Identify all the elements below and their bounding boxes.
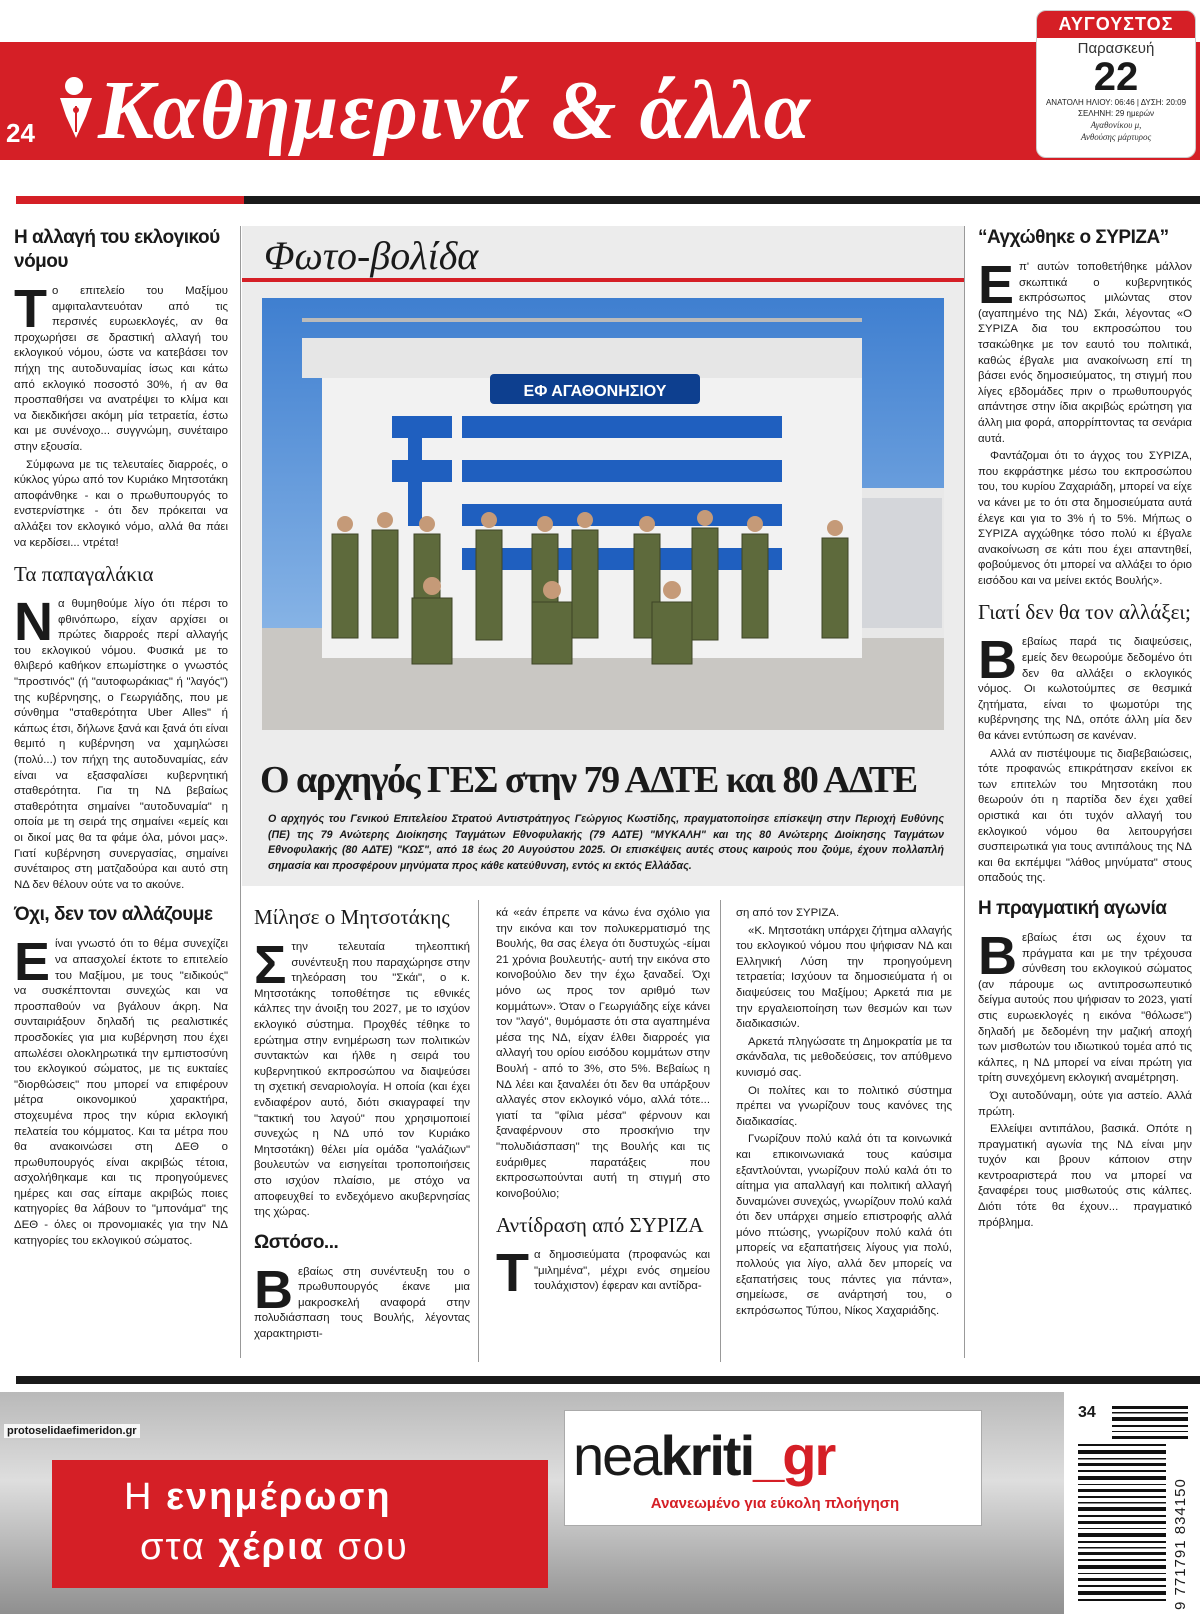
article-title: Όχι, δεν τον αλλάζουμε: [14, 904, 213, 926]
pen-nib-logo-icon: [52, 72, 102, 142]
drop-cap: Β: [978, 630, 1017, 691]
issue-code: 34: [1078, 1404, 1096, 1421]
ad-slogan-line-2: στα χέρια σου: [140, 1526, 409, 1568]
neakriti-logo-box[interactable]: [564, 1410, 982, 1526]
article-paragraph: κά «εάν έπρεπε να κάνω ένα σχόλιο για την εικόνα και τον πολυκερματισμό της Βουλής, θα σας έλεγα ότι δυστυχώς -είμαι 21 χρόνια βουλευτής- αυτή την εικόνα στο κοινοβούλιο δεν την έχω ξαναδεί. Όχι μόνο ως προς τον αριθμό των κομμάτων». Όταν ο Γεωργιάδης είχε κάνει τον "λαγό", θυμόμαστε ότι στα αγαπημένα μέσα της ΝΔ, είχαν έλθει διαρροές για αλλαγή του ορίου εισόδου κομμάτων στην Βουλή - από το 3%, στο 5%. Βεβαίως η ΝΔ λέει και ξαναλέει ότι δεν θα υπάρξουν αλλαγές στον εκλογικό νόμο, αλλά τότε... γιατί τα "φίλια μέσα" φέρνουν και ξαναφέρνουν στο προσκήνιο την "πολυδιάσπαση" της Βουλής και τις ευάριθμες παρατάξεις που εκπροσωπούνται αυτή τη στιγμή στο κοινοβούλιο;: [496, 907, 710, 1200]
date-weekday: Παρασκευή: [1077, 40, 1155, 57]
date-day: 22: [1093, 55, 1139, 99]
photo-caption: Ο αρχηγός του Γενικού Επιτελείου Στρατού Αντιστράτηγος Γεώργιος Κωστίδης, πραγματοποίησε επίσκεψη στην Περιοχή Ευθύνης (ΠΕ) της 79 Ανώτερης Διοίκησης Ταγμάτων Εθνοφυλακής (79 ΑΔΤΕ) "ΜΥΚΑΛΗ" και της 80 Ανώτερης Διοίκησης Ταγμάτων Εθνοφυλακής (80 ΑΔΤΕ) "ΚΩΣ", από 18 έως 20 Αυγούστου 2025. Οι επισκέψεις αυτές στους καιρούς που ζούμε, έχουν πολλαπλή σημασία και προσφέρουν μηνύματα προς κάθε κατεύθυνση, εντός κι εκτός Ελλάδας.: [268, 813, 944, 872]
middle-column-2: [496, 906, 710, 1304]
article-paragraph: Βεβαίως παρά τις διαψεύσεις, εμείς δεν θεωρούμε δεδομένο ότι δεν θα αλλάξει ο εκλογικός νόμος. Οι κωλοτούμπες σε θεσμικά ζητήματα, είναι το ψωμοτύρι της κυβέρνησης της ΝΔ, οπότε άλλη μία δεν θα κάνει εντύπωση σε κανέναν.: [978, 630, 1192, 743]
barcode-digits: 9 771791 834150: [1172, 1478, 1189, 1610]
article-title: Μίλησε ο Μητσοτάκης: [254, 905, 450, 929]
article-paragraph: Βεβαίως στη συνέντευξη του ο πρωθυπουργός έκανε μια μακροσκελή αναφορά στην πολυδιάσπαση τους Βουλής, λέγοντας χαρακτηριστι-: [254, 1259, 470, 1341]
article-subhead: Ωστόσο...: [254, 1231, 339, 1253]
right-column: [978, 226, 1192, 1233]
date-month: ΑΥΓΟΥΣΤΟΣ: [1037, 11, 1195, 38]
masthead: [0, 0, 1200, 190]
advertisement-banner[interactable]: [0, 1392, 1064, 1614]
drop-cap: Ε: [978, 255, 1015, 315]
saint-of-day-2: Ανθούσης μάρτυρος: [1080, 132, 1152, 142]
ad-slogan-line-1: Η ενημέρωση: [124, 1476, 392, 1518]
article-paragraph: Το επιτελείο του Μαξίμου αμφιταλαντευόταν από τις περσινές ευρωεκλογές, αν θα προχωρήσει σε δραστική αλλαγή του εκλογικού νόμου, ώστε να κατεβάσει τον πήχη της αυτοδυναμίας ίσως και κάτω από εκλογικό ποσοστό 30%, ή αν θα προσπαθήσει να ανατρέψει το κλίμα και να διεκδικήσει ακόμη μία τετραετία, έστω και με συνένοχο... συγγνώμη, συνέταιρο στην εξουσία.: [14, 279, 228, 453]
article-paragraph: Να θυμηθούμε λίγο ότι πέρσι το φθινόπωρο, είχαν αρχίσει οι πρώτες διαρροές περί αλλαγής του εκλογικού νόμου. Φυσικά με το θλιβερό καθήκον επωμίστηκε ο γνωστός "προστινός" (ή "αυτοφωράκιας" ή "λαγός") της κυβέρνησης, ο Γεωργιάδης, που με σύνθημα "σταθερότητα Uber Alles" ή κάπως έτσι, δήλωνε ξανά και ξανά ότι είναι θεμιτό η κυβέρνηση να χαμηλώσει (πολύ...) τον πήχη της αυτοδυναμίας, εάν είναι να εξασφαλίσει κυβερνητική σταθερότητα. Για τη ΝΔ βεβαίως σταθερότητα σημαίνει "αυτοδυναμία" η οποία με τη σειρά της σημαίνει «εμείς και οι δικοί μας θα τα φάμε όλα, μόνοι μας». Γιατί κυβέρνηση συνεργασίας, σημαίνει συνέταιρος στη ματζαδούρα και αυτό στη ΝΔ δεν θέλουν ούτε να το ακούνε.: [14, 592, 228, 891]
column-divider: [720, 900, 721, 1362]
article-title: Τα παπαγαλάκια: [14, 562, 154, 587]
soldiers-photo: [262, 298, 944, 730]
article-paragraph: Γνωρίζουν πολύ καλά ότι τα κοινωνικά και επικοινωνιακά τους καύσιμα εξαντλούνται, γνωρίζουν πολύ καλά ότι το αίτημα για απαλλαγή και πολιτική αλλαγή δυναμώνει συνεχώς, γνωρίζουν πολύ καλά ότι δεν υπάρχει σημείο επιστροφής αλλά μόνο πτώσης, γνωρίζουν πολύ καλά ότι μπορείς να εξαπατήσεις λίγους για πολύ, πολλούς για λίγο, αλλά δεν μπορείς να εξαπατήσεις τους πάντες για πάντα», σημείωσε, σε ανάρτησή του, ο εκπρόσωπος Τύπου, Νίκος Χαχαριάδης.: [736, 1133, 952, 1317]
left-column: [14, 226, 228, 1251]
drop-cap: Τ: [496, 1243, 529, 1304]
article-paragraph: Ελλείψει αντιπάλου, βασικά. Οπότε η πραγματική αγωνία της ΝΔ είναι μην τυχόν και βρουν κάποιον στην κεντροαριστερά που να μπορεί να ξαναφέρει τους μισθωτούς στις κάλπες. Διότι τότε θα έχουν... πραγματικό πρόβλημα.: [978, 1123, 1192, 1229]
building-sign: ΕΦ ΑΓΑΘΟΝΗΣΙΟΥ: [523, 383, 667, 400]
article-paragraph: Φαντάζομαι ότι το άγχος του ΣΥΡΙΖΑ, που εκφράστηκε μέσω του εκπροσώπου του, του κυρίου Ζαχαριάδη, μπορεί να είχε να κάνει με το ότι στα δημοσιεύματα αυτά έλεγε και για το 3% ή το 5%. Μήπως ο ΣΥΡΙΖΑ αγχώθηκε τόσο πολύ κι έβγαλε ανακοίνωση σε κάτι που έχει απαντηθεί, φοβούμενος ότι μπορεί να αλλάξει το όριο εισόδου και να μείνει εκτός Βουλής».: [978, 450, 1192, 587]
photo-section-title: Φωτο-βολίδα: [264, 233, 479, 278]
top-rule-accent: [16, 196, 244, 204]
neakriti-logo: neakriti_gr: [573, 1424, 835, 1487]
column-divider: [964, 226, 965, 1358]
article-paragraph: Αρκετά πληγώσατε τη Δημοκρατία με τα σκάνδαλα, τις μεθοδεύσεις, τον απύθμενο κυνισμό σας.: [736, 1035, 952, 1079]
drop-cap: Β: [254, 1259, 293, 1320]
drop-cap: Ν: [14, 592, 53, 653]
bottom-rule: [16, 1376, 1200, 1384]
article-title: Η πραγματική αγωνία: [978, 897, 1167, 919]
section-title: Καθημερινά & άλλα: [98, 64, 811, 157]
middle-column-1: [254, 904, 470, 1345]
middle-column-3: [736, 906, 952, 1321]
article-paragraph: «Κ. Μητσοτάκη υπάρχει ζήτημα αλλαγής του εκλογικού νόμου που ψήφισαν ΝΔ και Ελληνική Λύση την προηγούμενη τετραετία; Ισχύουν τα δημοσιεύματα ή οι διαψεύσεις του Μαξίμου; Αρκετά πια με την εργαλειοποίηση των θεσμών και των διαδικασιών.: [736, 924, 952, 1031]
article-title: “Αγχώθηκε ο ΣΥΡΙΖΑ”: [978, 227, 1169, 248]
article-paragraph: Επ' αυτών τοποθετήθηκε μάλλον σκωπτικά ο κυβερνητικός εκπρόσωπος μιλώντας στον (αγαπημένο της ΝΔ) Σκάι, λέγοντας «Ο ΣΥΡΙΖΑ δια του εκπροσώπου του τσακώθηκε με τον εαυτό του πολιτικά, καθώς έβγαλε μια ανακοίνωση επί τη βάσει ενός δημοσιεύματος, τη στιγμή που λίγες εβδομάδες πριν ο πρωθυπουργός απάντησε στην ίδια ακριβώς ερώτηση για άλλη μια φορά, απορρίπτοντας τα σενάρια αυτά.: [978, 255, 1192, 445]
source-watermark: protoselidaefimeridon.gr: [4, 1424, 140, 1438]
article-paragraph: Τα δημοσιεύματα (προφανώς και "μιλημένα", μέχρι ενός σημείου τουλάχιστον) έφεραν και αντίδρα-: [496, 1243, 710, 1304]
article-title: Η αλλαγή του εκλογικού νόμου: [14, 227, 220, 272]
drop-cap: Β: [978, 925, 1017, 986]
photo-headline: Ο αρχηγός ΓΕΣ στην 79 ΑΔΤΕ και 80 ΑΔΤΕ: [260, 759, 917, 801]
article-paragraph: Αλλά αν πιστέψουμε τις διαβεβαιώσεις, τότε προφανώς επικράτησαν εκείνοι εκ των επιτελών του Μητσοτάκη που θεωρούν ότι η παρτίδα δεν έχει χαθεί οριστικά και ότι τυχόν αλλαγή του εκλογικού νόμου θα λειτουργήσει συσπειρωτικά για τους αντιπάλους της ΝΔ και θα εκπέμψει "λάθος μηνύματα" στους οπαδούς της.: [978, 747, 1192, 885]
date-box: [1036, 10, 1196, 158]
column-divider: [478, 900, 479, 1362]
article-paragraph: Σύμφωνα με τις τελευταίες διαρροές, ο κύκλος γύρω από τον Κυριάκο Μητσοτάκη αποφάνθηκε - και ο πρωθυπουργός το ενστερνίστηκε - ότι δεν πρόκειται να αλλάξει τον εκλογικό νόμο, αλλά θα πάει να κερδίσει... ντρέτα!: [14, 458, 228, 549]
article-title: Γιατί δεν θα τον αλλάξει;: [978, 600, 1191, 625]
ad-tagline: Ανανεωμένο για εύκολη πλοήγηση: [650, 1495, 900, 1512]
drop-cap: Ε: [14, 932, 51, 993]
article-paragraph: ση από τον ΣΥΡΙΖΑ.: [736, 907, 840, 919]
article-paragraph: Είναι γνωστό ότι το θέμα συνεχίζει να απασχολεί έκτοτε το επιτελείο του Μαξίμου, με τους "ειδικούς" να συσκέπτονται συνεχώς και να προσπαθούν να βγάλουν άκρη. Να συνταιριάξουν δηλαδή τις ρεαλιστικές προσδοκίες για μια κυβέρνηση που έχει απωλέσει ολοκληρωτικά την εμπιστοσύνη του εκλογικού σώματος, με τις ευκταίες "διορθώσεις" που μπορεί να επιφέρουν μέτρα οικονομικού χαρακτήρα, στοχευμένα προς την κύρια εκλογική πελατεία του κόμματος. Και τα μέτρα που θα ανακοινώσει στη ΔΕΘ ο πρωθυπουργός είναι ακριβώς τέτοια, ασχολήθηκαμε και τις προηγούμενες ημέρες και σας είπαμε ακριβώς ποιες κατηγορίες θα λάβουν το "μπονάμα" της ΔΕΘ - όλες οι προνομιακές για την ΝΔ κατηγορίες του εκλογικού σώματος.: [14, 932, 228, 1247]
drop-cap: Τ: [14, 279, 47, 339]
page-number: 24: [6, 118, 35, 148]
drop-cap: Σ: [254, 935, 287, 995]
article-paragraph: Όχι αυτοδύναμη, ούτε για αστείο. Αλλά πρώτη.: [978, 1089, 1192, 1118]
photo-section-rule: [242, 278, 964, 282]
article-subhead: Αντίδραση από ΣΥΡΙΖΑ: [496, 1213, 704, 1238]
article-paragraph: Βεβαίως έτσι ως έχουν τα πράγματα και με την τρέχουσα σύνθεση του εκλογικού σώματος (αν πάρουμε ως αντιπροσωπευτικό δείγμα αυτούς που ψήφισαν το 2023, γιατί στις ευρωεκλογές η εικόνα "θόλωσε") δηλαδή με δεδομένη την μαζική αποχή των μισθωτών του ιδιωτικού τομέα από τις κάλπες, η ΝΔ μπορεί να είναι πρώτη για τρίτη συνεχόμενη εκλογική αναμέτρηση.: [978, 925, 1192, 1085]
column-divider: [240, 226, 241, 1358]
article-paragraph: Οι πολίτες και το πολιτικό σύστημα πρέπει να γνωρίζουν τους κανόνες της διαδικασίας.: [736, 1084, 952, 1128]
article-paragraph: Στην τελευταία τηλεοπτική συνέντευξη που παραχώρησε στην τηλεόραση του "Σκάι", ο κ. Μητσοτάκης τοποθέτησε τις εθνικές κάλπες την άνοιξη του 2027, με το ισχύον εκλογικό σύστημα. Προχθές τέθηκε το ερώτημα στην ενημέρωση των πολιτικών συντακτών και ήλθε η σειρά του κυβερνητικού εκπροσώπου να διαψεύσει τη σχετική σεναριολογία. Η οποία (και έχει ενδιαφέρον αυτό, διότι σκιαγραφεί την "τακτική του λαγού" που χρησιμοποιεί συνεχώς η ΝΔ υπό τον Κυριάκο Μητσοτάκη) θέλει μία ομάδα "γαλάζιων" βουλευτών να εισηγείται τροποποιήσεις στο ισχύον πλαίσιο, με στόχο να αποφευχθεί το ενδεχόμενο ακυβερνησίας της χώρας.: [254, 935, 470, 1219]
sun-times: ΑΝΑΤΟΛΗ ΗΛΙΟΥ: 06:46 | ΔΥΣΗ: 20:09: [1045, 98, 1187, 107]
photo-feature: [242, 226, 964, 886]
moon-age: ΣΕΛΗΝΗ: 29 ημερών: [1078, 109, 1154, 118]
saint-of-day-1: Αγαθονίκου μ,: [1090, 120, 1142, 130]
